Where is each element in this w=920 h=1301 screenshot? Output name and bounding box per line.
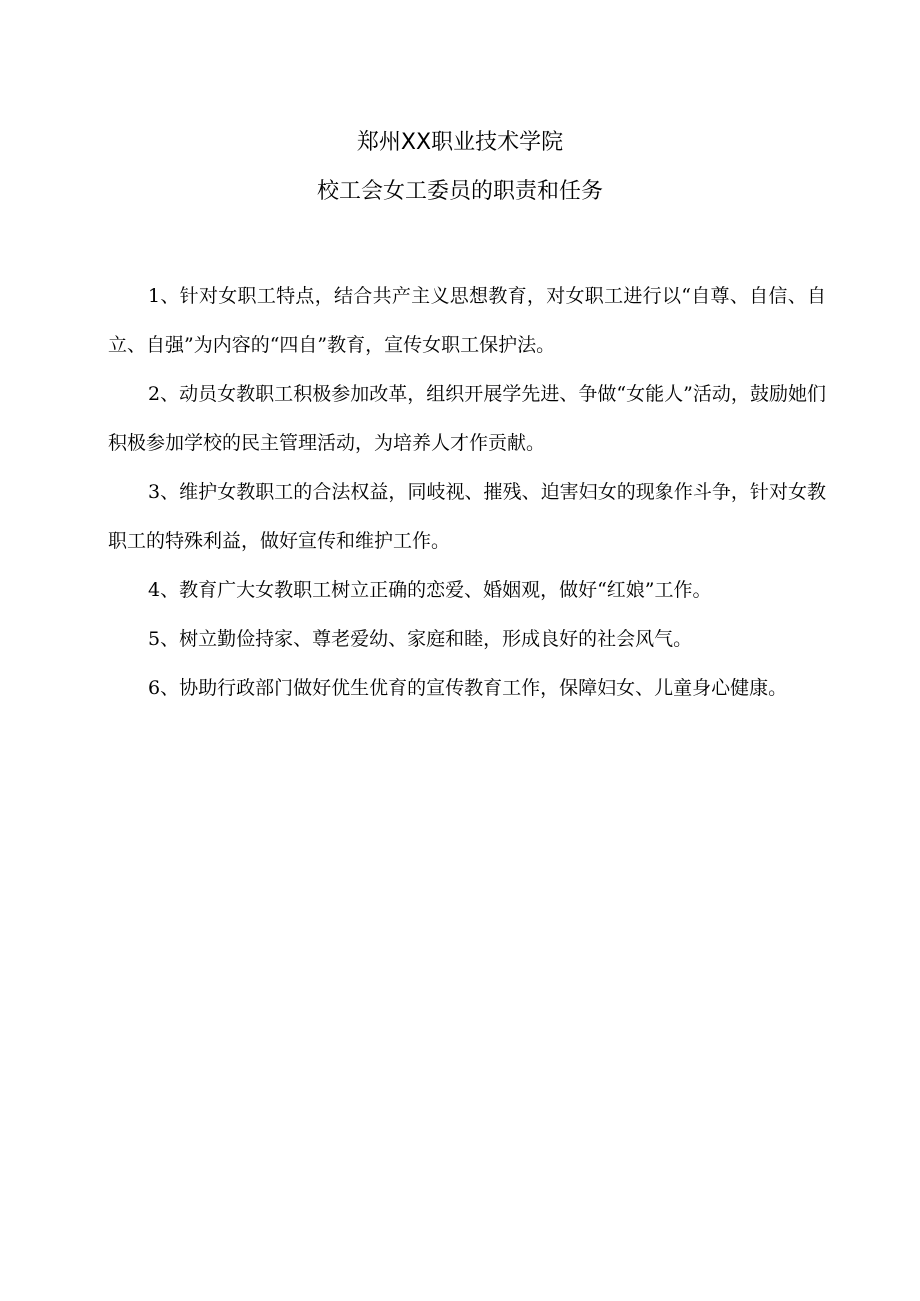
document-subtitle: 校工会女工委员的职责和任务 <box>316 179 603 204</box>
duty-item-2: 2、动员女教职工积极参加改革，组织开展学先进、争做“女能人”活动，鼓励她们积极参加学校的民主管理活动，为培养人才作贡献。 <box>108 383 826 454</box>
duty-item-5: 5、树立勤俭持家、尊老爱幼、家庭和睦，形成良好的社会风气。 <box>148 628 693 650</box>
document-title: 郑州XX职业技术学院 <box>356 130 564 155</box>
duty-item-1: 1、针对女职工特点，结合共产主义思想教育，对女职工进行以“自尊、自信、自立、自强”为内容的“四自”教育，宣传女职工保护法。 <box>108 285 826 356</box>
duty-item-4: 4、教育广大女教职工树立正确的恋爱、婚姻观，做好“红娘”工作。 <box>148 579 712 601</box>
document-body <box>108 272 826 713</box>
duty-item-6: 6、协助行政部门做好优生优育的宣传教育工作，保障妇女、儿童身心健康。 <box>148 677 788 699</box>
duty-item-3: 3、维护女教职工的合法权益，同岐视、摧残、迫害妇女的现象作斗争，针对女教职工的特殊利益，做好宣传和维护工作。 <box>108 481 826 552</box>
